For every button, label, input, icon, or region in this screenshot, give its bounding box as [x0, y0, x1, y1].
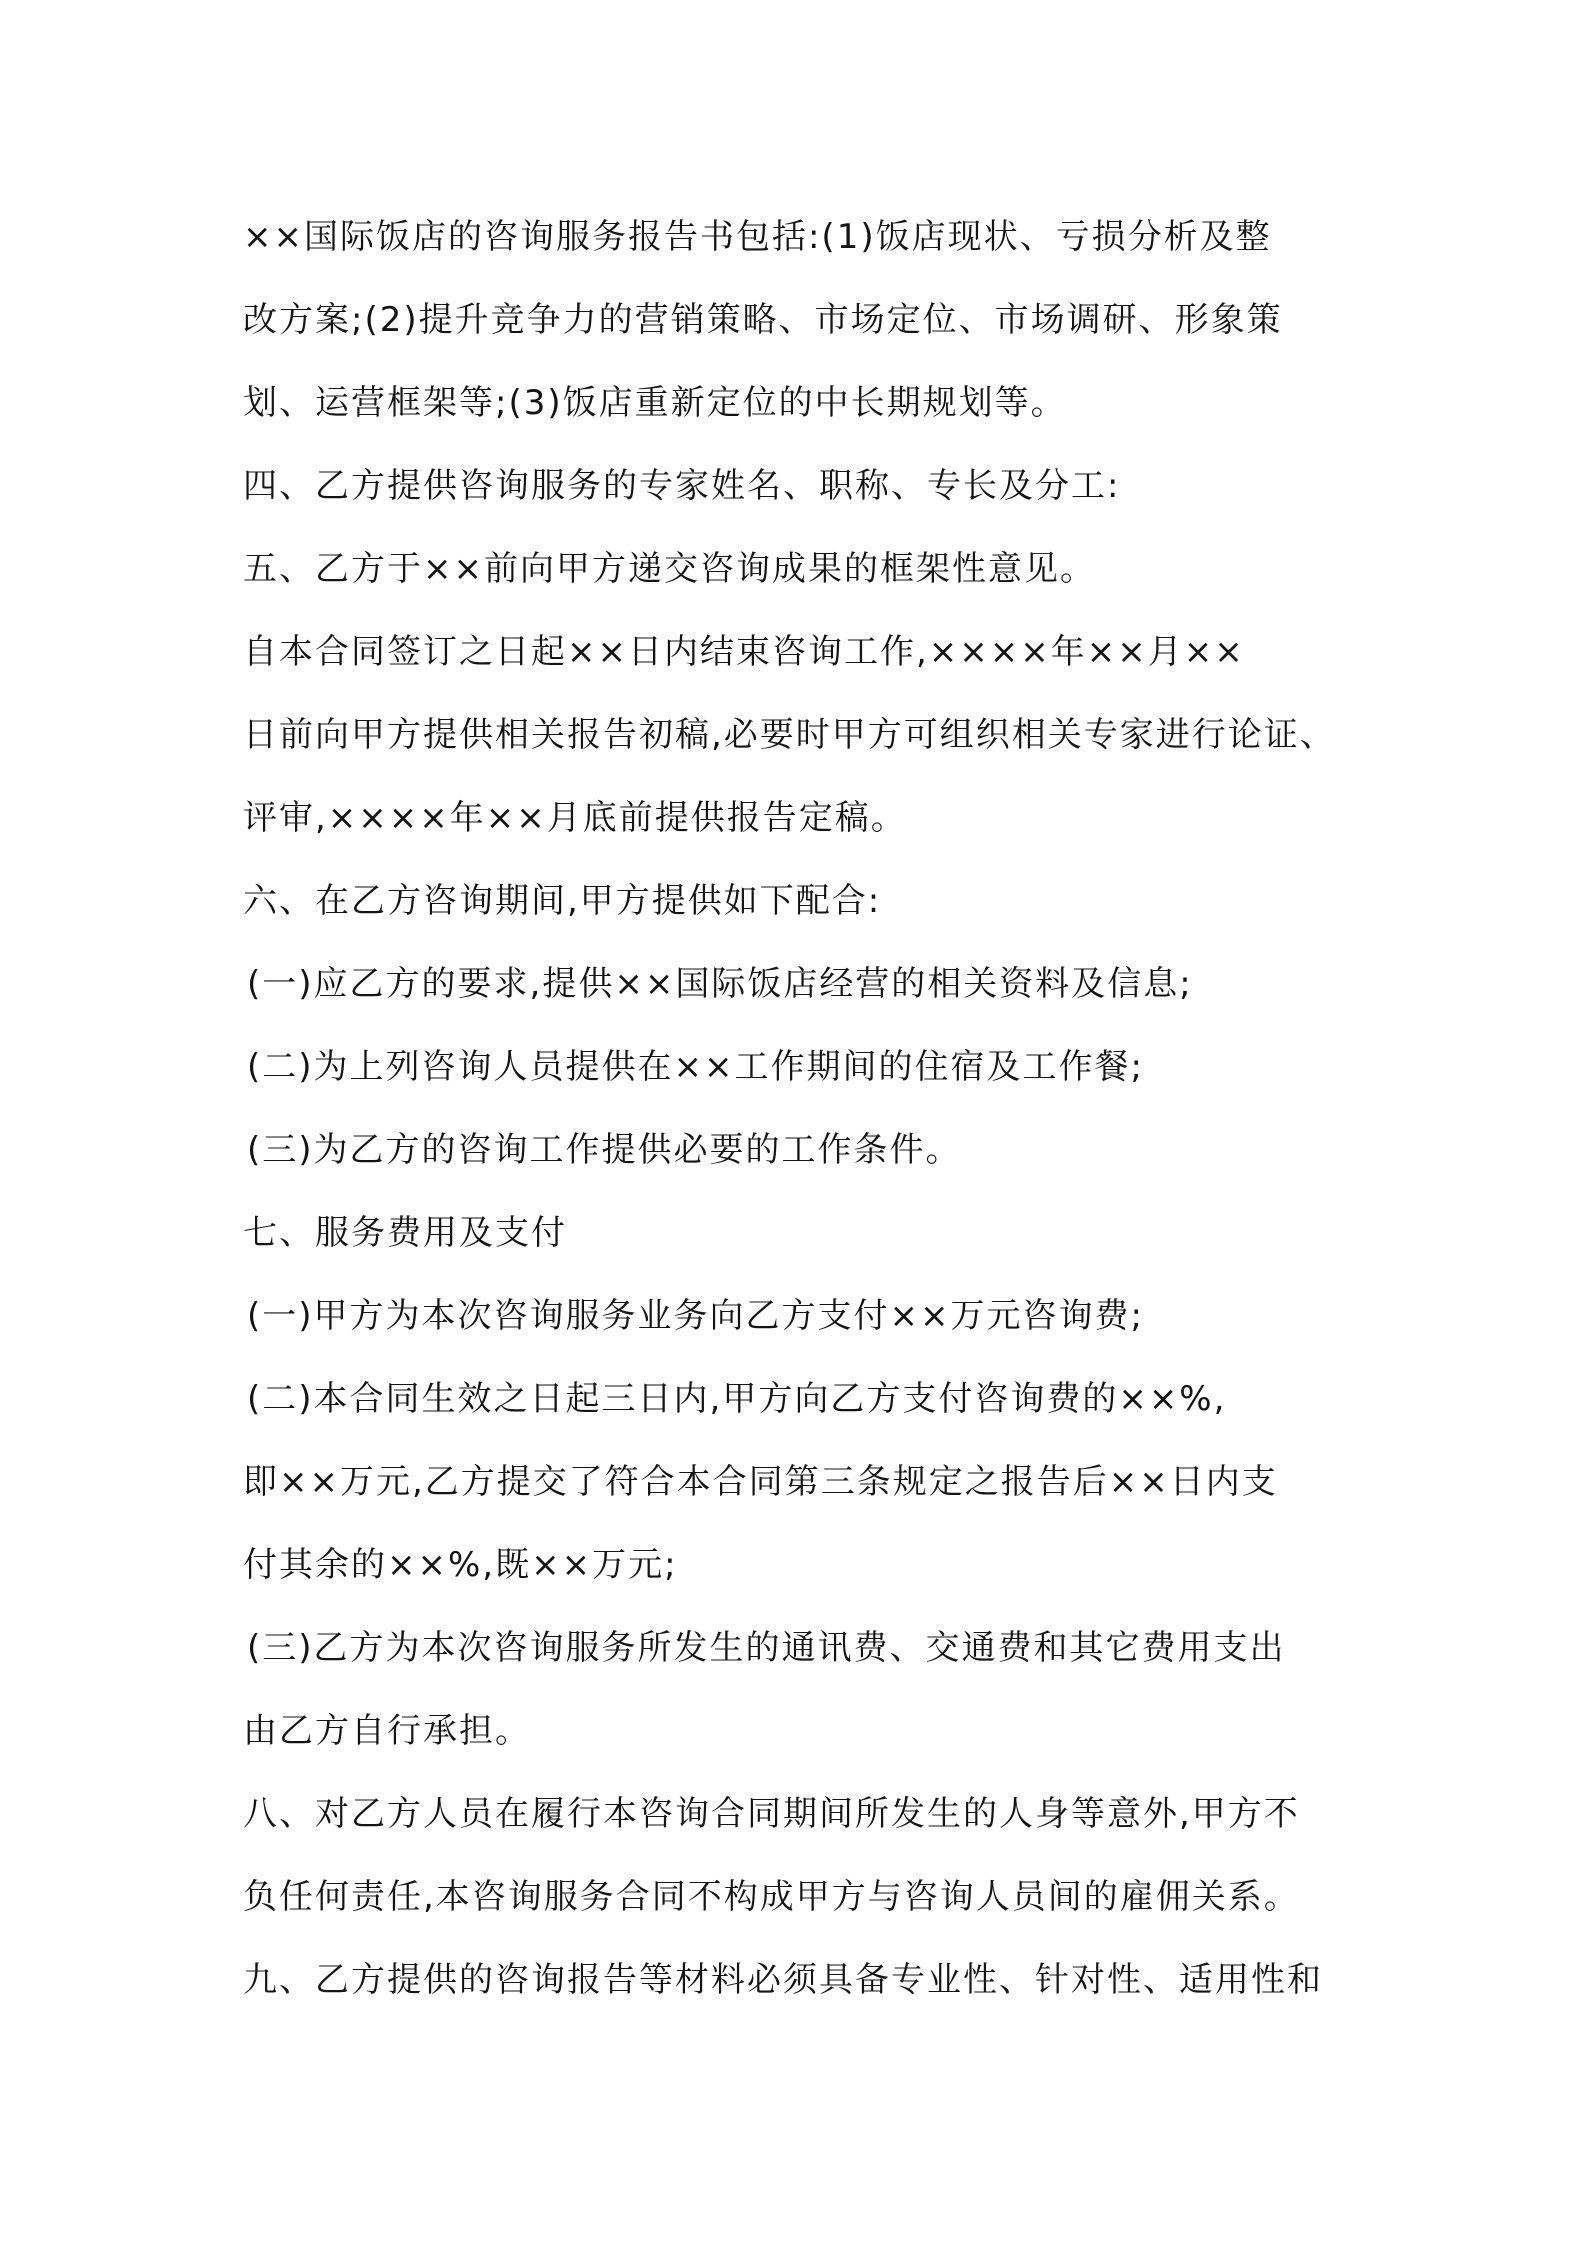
clause-7-item-3: (三)乙方为本次咨询服务所发生的通讯费、交通费和其它费用支出 [247, 1628, 1286, 1668]
clause-6-item-2: (二)为上列咨询人员提供在××工作期间的住宿及工作餐; [247, 1047, 1144, 1087]
clause-7-heading: 七、服务费用及支付 [243, 1213, 567, 1253]
clause-6-heading: 六、在乙方咨询期间,甲方提供如下配合: [243, 881, 882, 921]
text-line-2: 改方案;(2)提升竞争力的营销策略、市场定位、市场调研、形象策 [243, 300, 1283, 340]
clause-9-heading: 九、乙方提供的咨询报告等材料必须具备专业性、针对性、适用性和 [243, 1960, 1323, 2000]
text-line-3: 划、运营框架等;(3)饭店重新定位的中长期规划等。 [243, 383, 1067, 423]
clause-8-heading: 八、对乙方人员在履行本咨询合同期间所发生的人身等意外,甲方不 [243, 1794, 1300, 1834]
text-line-6: 自本合同签订之日起××日内结束咨询工作,××××年××月×× [243, 632, 1245, 672]
text-line-17: 付其余的××%,既××万元; [243, 1545, 678, 1585]
clause-6-item-3: (三)为乙方的咨询工作提供必要的工作条件。 [247, 1130, 962, 1170]
text-line-8: 评审,××××年××月底前提供报告定稿。 [243, 798, 907, 838]
clause-7-item-2: (二)本合同生效之日起三日内,甲方向乙方支付咨询费的××%, [247, 1379, 1227, 1419]
text-line-1: ××国际饭店的咨询服务报告书包括:(1)饭店现状、亏损分析及整 [243, 217, 1272, 257]
text-line-21: 负任何责任,本咨询服务合同不构成甲方与咨询人员间的雇佣关系。 [243, 1877, 1300, 1917]
clause-7-item-1: (一)甲方为本次咨询服务业务向乙方支付××万元咨询费; [247, 1296, 1144, 1336]
clause-4-heading: 四、乙方提供咨询服务的专家姓名、职称、专长及分工: [243, 466, 1121, 506]
text-line-16: 即××万元,乙方提交了符合本合同第三条规定之报告后××日内支 [243, 1462, 1278, 1502]
text-line-7: 日前向甲方提供相关报告初稿,必要时甲方可组织相关专家进行论证、 [243, 715, 1336, 755]
text-line-19: 由乙方自行承担。 [243, 1711, 531, 1751]
clause-5-heading: 五、乙方于××前向甲方递交咨询成果的框架性意见。 [243, 549, 1096, 589]
document-body [243, 196, 1373, 2022]
clause-6-item-1: (一)应乙方的要求,提供××国际饭店经营的相关资料及信息; [247, 964, 1193, 1004]
